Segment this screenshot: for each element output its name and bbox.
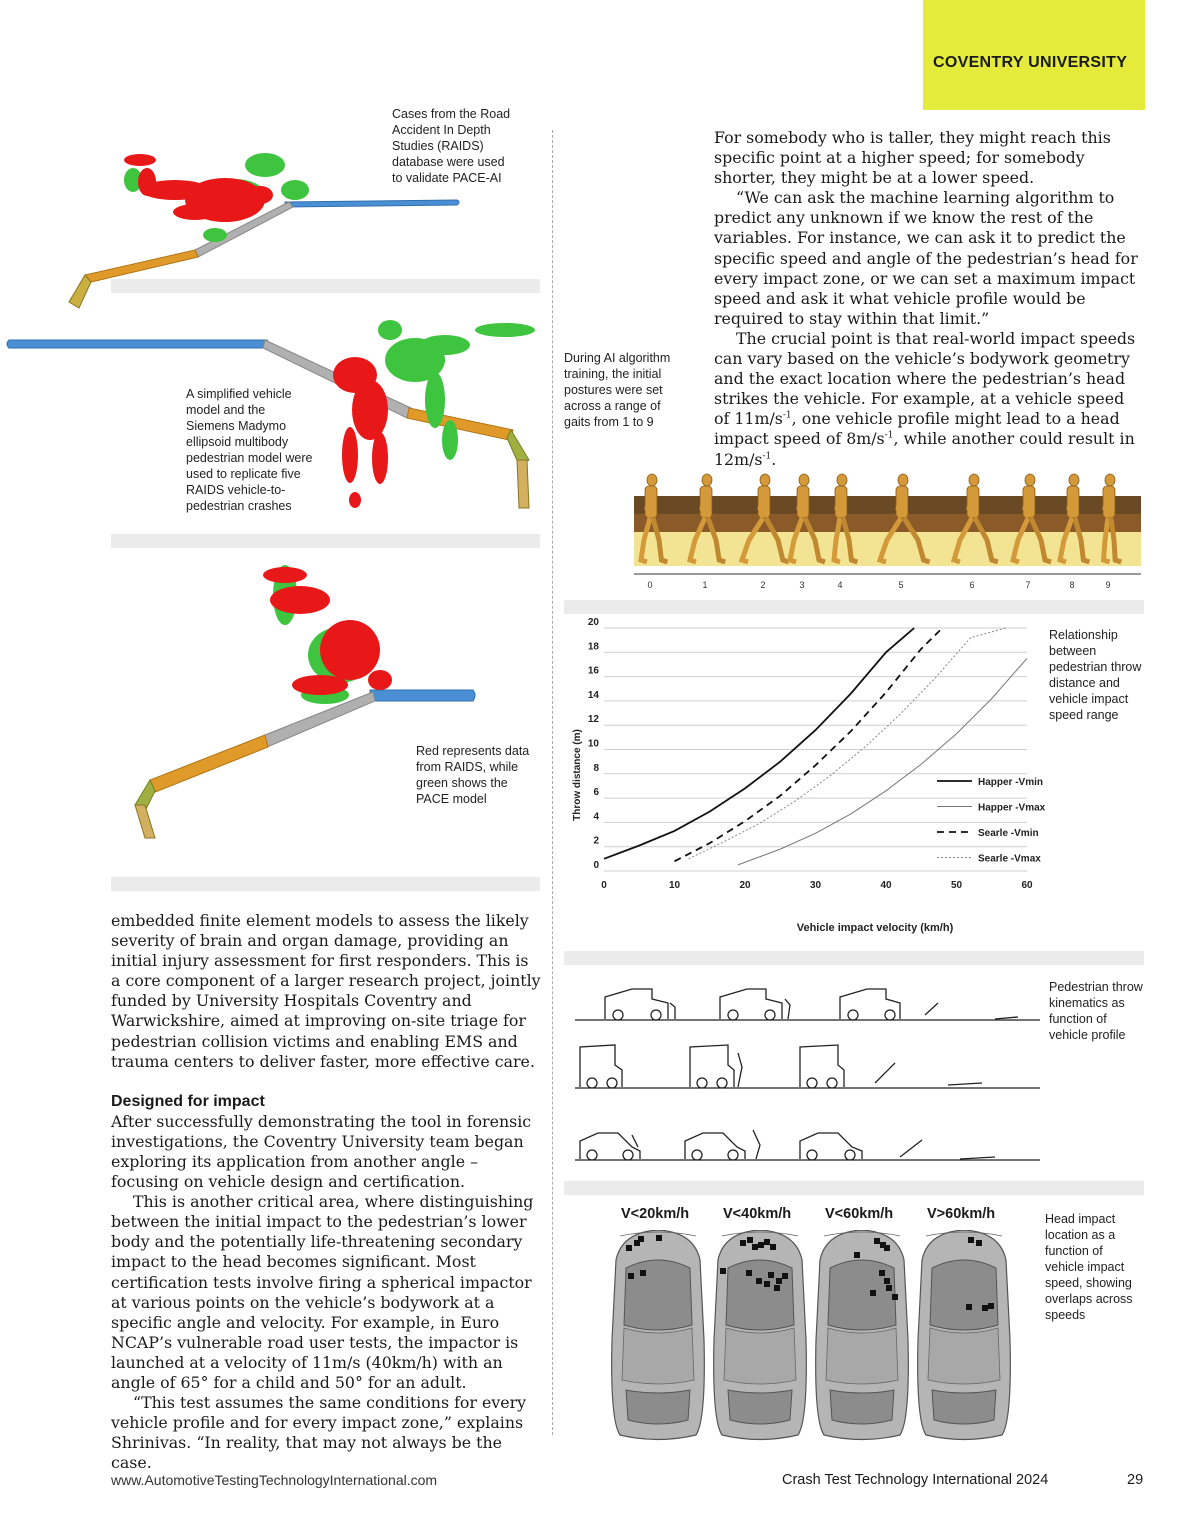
y-tick-label: 12: [587, 714, 599, 726]
impact-marker: [874, 1238, 880, 1244]
impact-marker: [892, 1294, 898, 1300]
gait-postures-image: [630, 470, 1145, 595]
gait-label: 2: [760, 580, 766, 590]
impact-marker: [768, 1272, 774, 1278]
caption-raids: Cases from the Road Accident In Depth Studies (RAIDS) database were used to validate PACE-AI: [392, 107, 511, 185]
x-tick-label: 60: [1021, 880, 1033, 891]
impact-marker: [968, 1237, 974, 1243]
head-impact-car: [612, 1230, 705, 1440]
series-line: [675, 628, 943, 861]
left-paragraph-2: After successfully demonstrating the tool in forensic investigations, the Coventry University team began exploring its application from another angle – focusing on vehicle design and certification.: [111, 1111, 532, 1192]
impact-marker: [640, 1270, 646, 1276]
head-impact-car: [918, 1230, 1011, 1440]
gait-label: 3: [799, 580, 805, 590]
gait-label: 6: [969, 580, 975, 590]
page-number: 29: [1127, 1472, 1144, 1488]
legend-label: Happer -Vmax: [978, 802, 1046, 814]
divider-bar: [564, 951, 1144, 965]
impact-marker: [988, 1303, 994, 1309]
impact-marker: [966, 1304, 972, 1310]
impact-marker: [720, 1268, 726, 1274]
throw-distance-chart: [562, 615, 1047, 940]
x-tick-label: 30: [809, 880, 822, 891]
legend-label: Happer -Vmin: [978, 777, 1044, 788]
head-impact-cars-image: [610, 1230, 1030, 1442]
y-tick-label: 4: [593, 811, 599, 823]
y-tick-label: 2: [593, 835, 599, 847]
caption-madymo: A simplified vehicle model and the Siemens Madymo ellipsoid multibody pedestrian model were used to replicate five RAIDS vehicle-to-pedestrian crashes: [186, 387, 313, 513]
legend-label: Searle -Vmin: [978, 828, 1039, 839]
x-tick-label: 10: [668, 880, 681, 891]
legend-label: Searle -Vmax: [978, 853, 1041, 865]
impact-marker: [638, 1236, 644, 1242]
gait-label: 4: [837, 580, 843, 590]
divider-bar: [564, 600, 1144, 614]
impact-marker: [746, 1270, 752, 1276]
impact-marker: [886, 1285, 892, 1291]
impact-marker: [774, 1285, 780, 1291]
gait-label: 7: [1025, 580, 1031, 590]
speed-label: V>60km/h: [927, 1206, 996, 1222]
right-paragraph-2: “We can ask the machine learning algorithm to predict any unknown if we know the rest of the variables. For instance, we can ask it to predict the specific speed and angle of the pedestrian’s head for every impact zone, or we can set a maximum impact speed and ask it what vehicle profile would be required to stay within that limit.”: [714, 188, 1138, 328]
x-tick-label: 20: [739, 880, 751, 891]
x-tick-label: 50: [950, 880, 963, 891]
x-tick-label: 40: [880, 880, 892, 891]
x-tick-label: 0: [601, 880, 607, 891]
impact-marker: [879, 1270, 885, 1276]
y-tick-label: 0: [593, 860, 599, 871]
footer-url: www.AutomotiveTestingTechnologyInternational.com: [111, 1472, 438, 1488]
impact-marker: [884, 1245, 890, 1251]
impact-marker: [747, 1237, 753, 1243]
right-paragraph-1: For somebody who is taller, they might reach this specific point at a higher speed; for somebody shorter, they might be at a lower speed.: [714, 128, 1111, 188]
left-paragraph-4: “This test assumes the same conditions for every vehicle profile and for every impact zone,” explains Shrinivas. “In reality, that may not always be the case.: [111, 1393, 527, 1473]
y-axis-label: Throw distance (m): [572, 729, 583, 821]
impact-marker: [770, 1244, 776, 1250]
throw-kinematics-image: [570, 975, 1040, 1170]
divider-bar: [111, 534, 540, 548]
gait-label: 1: [702, 580, 708, 590]
impact-marker: [740, 1240, 746, 1246]
gait-label: 0: [647, 580, 653, 590]
y-tick-label: 8: [593, 762, 599, 774]
caption-kinematics: Pedestrian throw kinematics as function of vehicle profile: [1049, 980, 1143, 1042]
footer-publication: Crash Test Technology International 2024: [782, 1472, 1049, 1488]
impact-marker: [884, 1278, 890, 1284]
y-tick-label: 10: [587, 738, 599, 750]
section-tag-label: COVENTRY UNIVERSITY: [933, 54, 1128, 71]
impact-marker: [626, 1245, 632, 1251]
left-paragraph-3: This is another critical area, where distinguishing between the initial impact to the pedestrian’s lower body and the potentially life-threatening secondary impact to the head becomes significant. Most certification tests involve firing a spherical impactor at various points on the vehicle’s bodywork at a specific angle and velocity. For example, in Euro NCAP’s vulnerable road user tests, the impactor is launched at a velocity of 11m/s (40km/h) with an angle of 65° for a child and 50° for an adult.: [111, 1192, 534, 1392]
impact-marker: [764, 1239, 770, 1245]
impact-marker: [776, 1278, 782, 1284]
head-impact-car: [816, 1230, 909, 1440]
x-axis-label: Vehicle impact velocity (km/h): [796, 922, 954, 934]
gait-label: 8: [1069, 580, 1075, 590]
left-paragraph-1: embedded finite element models to assess the likely severity of brain and organ damage, providing an initial injury assessment for first responders. This is a core component of a larger research project, jointly funded by University Hospitals Coventry and Warwickshire, aimed at improving on-site triage for pedestrian collision victims and enabling EMS and trauma centers to deliver faster, more effective care.: [111, 911, 541, 1071]
impact-marker: [758, 1242, 764, 1248]
impact-marker: [782, 1273, 788, 1279]
impact-marker: [656, 1235, 662, 1241]
right-column-text: [714, 128, 1144, 470]
impact-marker: [982, 1305, 988, 1311]
impact-marker: [628, 1273, 634, 1279]
y-tick-label: 20: [587, 617, 599, 628]
impact-marker: [854, 1252, 860, 1258]
right-paragraph-3: The crucial point is that real-world impact speeds can vary based on the vehicle’s bodywork geometry and the exact location where the pedestrian’s head strikes the vehicle. For example, at a vehicle speed of $11m/s^{-1}$, one vehicle profile might lead to a head impact speed of $8m/s^{-1}$, while another could result in $12m/s^{-1}$.: [714, 328, 1136, 469]
left-column-text: [111, 911, 541, 1473]
caption-gaits: During AI algorithm training, the initial postures were set across a range of gaits from 1 to 9: [564, 351, 671, 429]
impact-marker: [764, 1281, 770, 1287]
caption-head-impact: Head impact location as a function of vehicle impact speed, showing overlaps across speeds: [1045, 1212, 1133, 1322]
y-tick-label: 16: [587, 665, 599, 677]
caption-colors: Red represents data from RAIDS, while green shows the PACE model: [416, 744, 530, 806]
impact-marker: [976, 1240, 982, 1246]
subheading: Designed for impact: [111, 1092, 265, 1110]
speed-label-row: [608, 1206, 1028, 1228]
divider-bar: [111, 877, 540, 891]
impact-marker: [756, 1278, 762, 1284]
y-tick-label: 6: [593, 787, 599, 799]
head-impact-car: [714, 1230, 807, 1440]
impact-marker: [752, 1244, 758, 1250]
y-tick-label: 14: [587, 689, 599, 701]
column-divider: [552, 130, 553, 1435]
speed-label: V<60km/h: [825, 1206, 894, 1222]
series-line: [604, 628, 914, 859]
section-tag: [923, 0, 1145, 110]
speed-label: V<40km/h: [723, 1206, 792, 1222]
gait-label: 5: [898, 580, 904, 590]
caption-throw-chart: Relationship between pedestrian throw distance and vehicle impact speed range: [1049, 628, 1142, 722]
y-tick-label: 18: [587, 641, 599, 653]
series-line: [689, 628, 1006, 859]
divider-bar: [564, 1181, 1144, 1195]
gait-label: 9: [1105, 580, 1111, 590]
impact-marker: [870, 1290, 876, 1296]
speed-label: V<20km/h: [621, 1206, 690, 1222]
